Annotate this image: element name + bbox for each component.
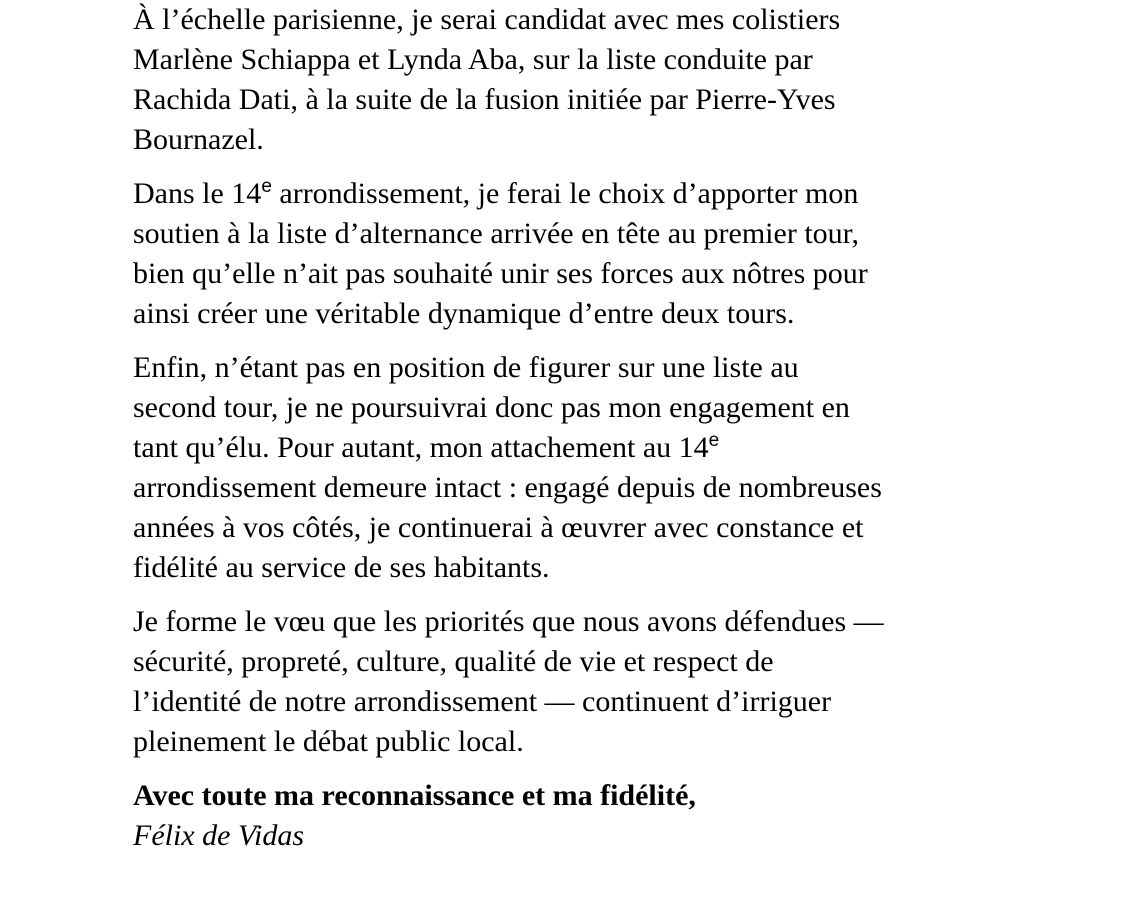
text-line: soutien à la liste d’alternance arrivée en tête au premier tour, [133, 217, 859, 250]
sign-off [133, 776, 1013, 856]
text-line: années à vos côtés, je continuerai à œuvrer avec constance et [133, 511, 864, 544]
closing-line: Avec toute ma reconnaissance et ma fidélité, [133, 779, 696, 812]
text-line [133, 428, 1013, 468]
superscript-ordinal: e [708, 430, 720, 451]
text-line: second tour, je ne poursuivrai donc pas mon engagement en [133, 391, 850, 424]
text-segment: arrondissement, je ferai le choix d’apporter mon [271, 177, 859, 210]
paragraph-candidacy [133, 0, 1013, 160]
text-line: l’identité de notre arrondissement — continuent d’irriguer [133, 685, 832, 718]
text-line: arrondissement demeure intact : engagé depuis de nombreuses [133, 471, 882, 504]
text-line: ainsi créer une véritable dynamique d’entre deux tours. [133, 297, 795, 330]
text-line: Rachida Dati, à la suite de la fusion initiée par Pierre-Yves [133, 83, 836, 116]
paragraph-engagement [133, 348, 1013, 588]
superscript-ordinal: e [261, 176, 272, 197]
signature-name: Félix de Vidas [133, 819, 305, 852]
text-line: pleinement le débat public local. [133, 725, 524, 758]
text-line: Marlène Schiappa et Lynda Aba, sur la liste conduite par [133, 43, 813, 76]
text-line: Je forme le vœu que les priorités que nous avons défendues — [133, 605, 884, 638]
text-line: Enfin, n’étant pas en position de figurer sur une liste au [133, 351, 799, 384]
paragraph-priorities [133, 602, 1013, 762]
letter-body [133, 0, 1013, 870]
text-line: À l’échelle parisienne, je serai candidat avec mes colistiers [133, 3, 841, 36]
text-segment: Dans le 14 [133, 177, 262, 210]
paragraph-14th-arrondissement [133, 174, 1013, 334]
text-line: fidélité au service de ses habitants. [133, 551, 550, 584]
text-line: bien qu’elle n’ait pas souhaité unir ses forces aux nôtres pour [133, 257, 868, 290]
text-line: Bournazel. [133, 123, 264, 156]
text-segment: tant qu’élu. Pour autant, mon attachement au 14 [133, 431, 709, 464]
text-line: sécurité, propreté, culture, qualité de vie et respect de [133, 645, 774, 678]
text-line [133, 174, 1013, 214]
